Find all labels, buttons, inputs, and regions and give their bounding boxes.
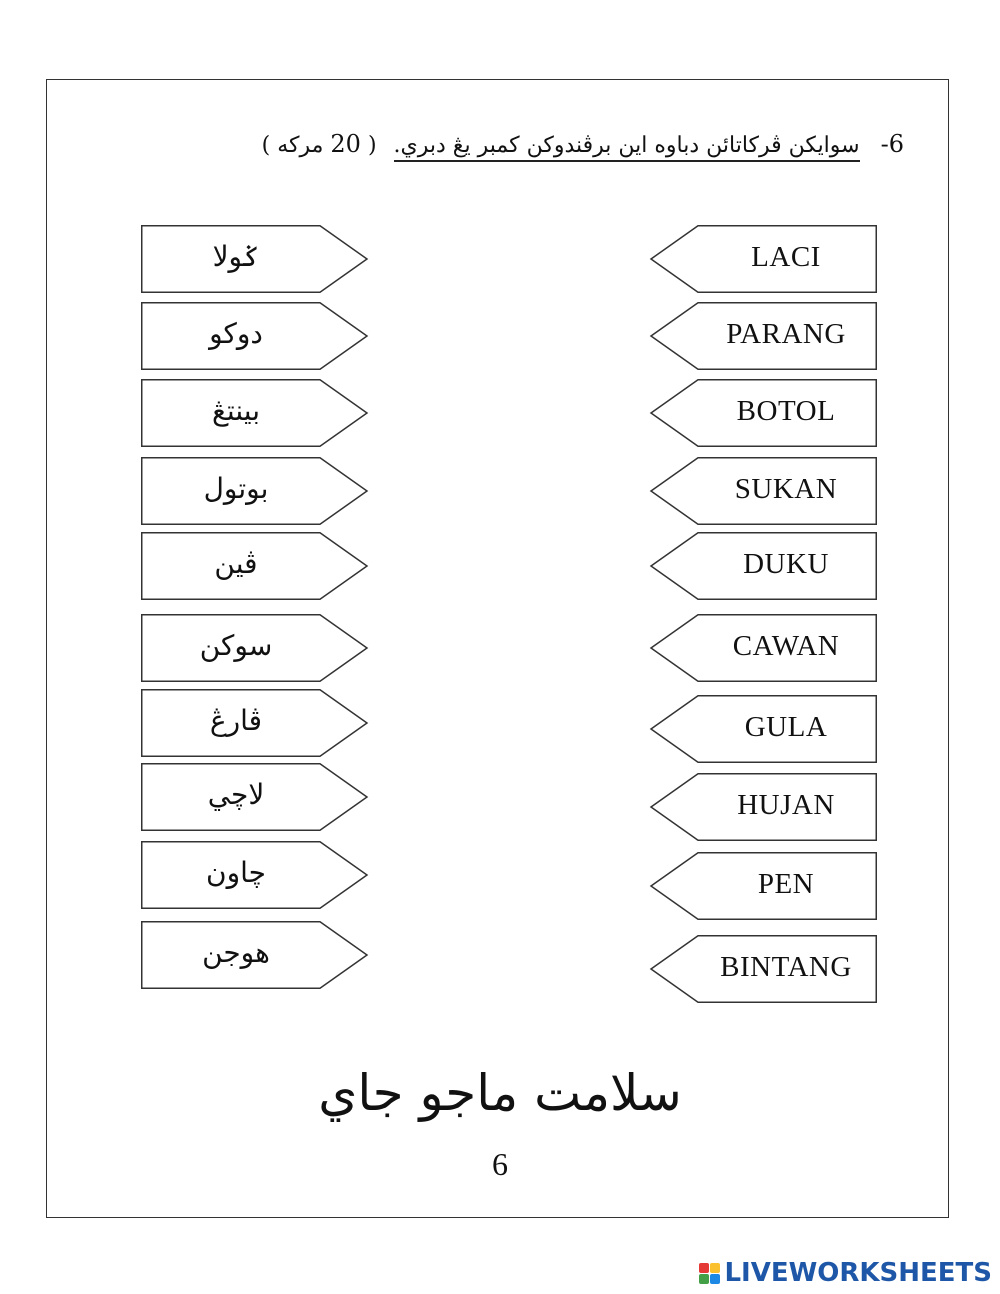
rumi-word-label: GULA xyxy=(744,711,828,743)
jawi-word-label: ݢولا xyxy=(212,240,260,273)
logo-square-red xyxy=(699,1263,709,1273)
logo-square-yellow xyxy=(710,1263,720,1273)
jawi-word-card[interactable] xyxy=(141,302,368,372)
rumi-word-card[interactable] xyxy=(650,614,877,684)
watermark-brand: LIVEWORKSHEETS xyxy=(724,1258,992,1288)
jawi-word-label: ڤارڠ xyxy=(209,704,263,737)
rumi-word-label: HUJAN xyxy=(737,789,835,821)
liveworksheets-watermark xyxy=(699,1258,992,1288)
marks-text: مرکه xyxy=(277,133,324,158)
jawi-word-label: سوکن xyxy=(199,629,273,662)
rumi-word-label: LACI xyxy=(751,241,821,273)
page-number: 6 xyxy=(492,1146,508,1182)
jawi-word-card[interactable] xyxy=(141,689,368,759)
jawi-word-label: ڤين xyxy=(214,547,258,580)
rumi-word-card[interactable] xyxy=(650,379,877,449)
marks-label xyxy=(261,130,377,158)
jawi-word-card[interactable] xyxy=(141,763,368,833)
jawi-word-card[interactable] xyxy=(141,614,368,684)
jawi-word-label: بينتڠ xyxy=(211,394,261,427)
jawi-word-label: دوکو xyxy=(209,317,263,350)
jawi-word-label: بوتول xyxy=(203,472,269,505)
jawi-word-card[interactable] xyxy=(141,841,368,911)
rumi-word-card[interactable] xyxy=(650,773,877,843)
logo-square-green xyxy=(699,1274,709,1284)
liveworksheets-logo-icon xyxy=(699,1263,720,1284)
greeting-text: سلامت ماجو جاي xyxy=(318,1064,682,1122)
rumi-word-label: CAWAN xyxy=(732,630,840,662)
rumi-word-label: PARANG xyxy=(726,318,846,350)
rumi-word-card[interactable] xyxy=(650,935,877,1005)
jawi-word-card[interactable] xyxy=(141,225,368,295)
jawi-word-card[interactable] xyxy=(141,379,368,449)
rumi-word-card[interactable] xyxy=(650,532,877,602)
rumi-word-card[interactable] xyxy=(650,302,877,372)
instruction-text: سوايکن ڤرکاتائن دباوه اين برڤندوکن کمبر يڠ دبري. xyxy=(394,133,860,162)
rumi-word-label: DUKU xyxy=(743,548,829,580)
jawi-word-card[interactable] xyxy=(141,532,368,602)
rumi-word-card[interactable] xyxy=(650,457,877,527)
rumi-word-label: PEN xyxy=(757,868,815,900)
question-number: 6- xyxy=(880,130,904,158)
logo-square-blue xyxy=(710,1274,720,1284)
marks-close: ) xyxy=(261,133,271,158)
rumi-word-card[interactable] xyxy=(650,225,877,295)
jawi-word-card[interactable] xyxy=(141,921,368,991)
question-instruction xyxy=(262,124,904,164)
marks-value: 20 xyxy=(330,130,361,158)
rumi-word-label: BOTOL xyxy=(736,395,836,427)
rumi-word-label: BINTANG xyxy=(720,951,852,983)
jawi-word-label: چاون xyxy=(206,856,266,889)
rumi-word-label: SUKAN xyxy=(734,473,838,505)
rumi-word-card[interactable] xyxy=(650,852,877,922)
jawi-word-label: لاچي xyxy=(207,778,265,811)
marks-open: ( xyxy=(367,133,377,158)
jawi-word-card[interactable] xyxy=(141,457,368,527)
rumi-word-card[interactable] xyxy=(650,695,877,765)
jawi-word-label: هوجن xyxy=(202,936,270,969)
